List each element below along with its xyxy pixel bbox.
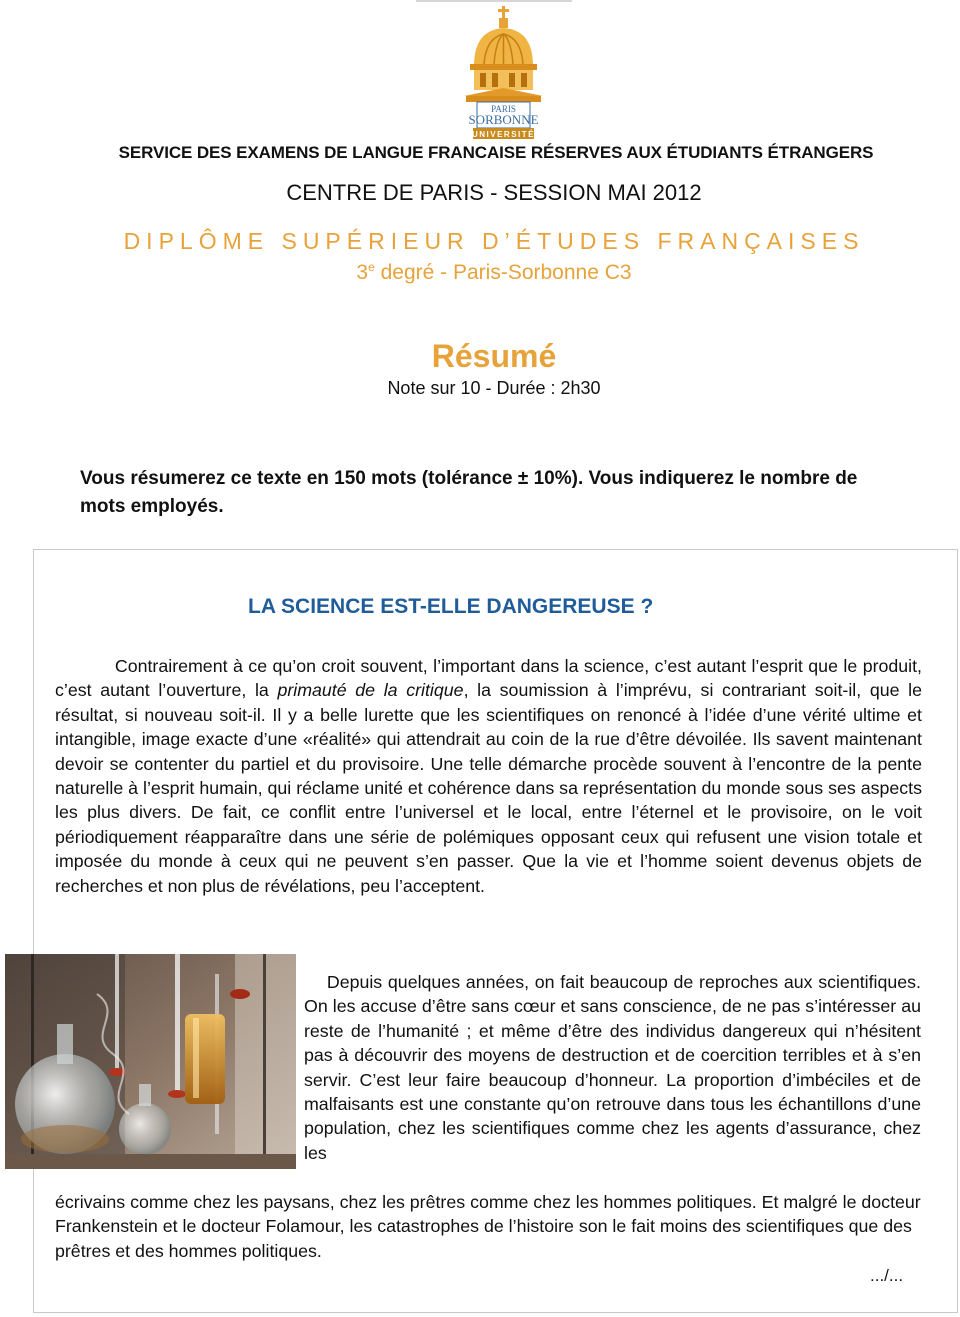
svg-text:SORBONNE: SORBONNE — [468, 112, 539, 127]
paris-sorbonne-logo — [436, 4, 572, 140]
top-edge-bar — [416, 0, 572, 2]
instructions: Vous résumerez ce texte en 150 mots (tolérance ± 10%). Vous indiquerez le nombre de mots employés. — [80, 468, 858, 517]
sorbonne-dome-logo-graphic — [436, 4, 572, 140]
degree-number: 3 — [356, 261, 369, 284]
svg-text:PARIS: PARIS — [491, 104, 516, 114]
paragraph-2-full-width: écrivains comme chez les paysans, chez les prêtres comme chez les hommes politiques. Et malgré le docteur Frankenstein et le docteur Folamour, les catastrophes de l’histoire son le fait moins des scientifiques que des prêtres et des hommes politiques. — [55, 1192, 921, 1261]
degree-superscript: e — [368, 260, 375, 274]
laboratory-glassware-photo — [5, 954, 296, 1169]
svg-text:UNIVERSITÉ: UNIVERSITÉ — [471, 130, 536, 139]
paragraph-1-start: Contrairement à ce qu’on croit souvent, l’important dans la science, c’est autant l’esprit que le produit, c’est autant l’ouverture, la — [55, 656, 922, 701]
grading-note: Note sur 10 - Durée : 2h30 — [387, 378, 601, 398]
diploma-title: DIPLÔME SUPÉRIEUR D’ÉTUDES FRANÇAISES — [123, 228, 865, 254]
centre-session: CENTRE DE PARIS - SESSION MAI 2012 — [286, 180, 702, 205]
paragraph-1-italic: primauté de la critique — [277, 680, 464, 701]
paragraph-1-end: , la soumission à l’imprévu, si contrariant soit-il, que le résultat, si nouveau soit-il. Il y a belle lurette que les scientifiques on renoncé à l’idée d’une vérité ultime et intangible, image exacte d’une «réalité» qui attendrait au coin de la rue d’être dévoilée. Ils savent maintenant devoir se contenter du partiel et du provisoire. Une telle démarche procède souvent à l’encontre de la pente naturelle à l’esprit humain, qui réclame unité et cohérence dans sa représentation du monde sous ses aspects les plus divers. De fait, ce conflit entre l’universel et le local, entre l’éternel et le provisoire, on le voit périodiquement réapparaître dans une série de polémiques opposant ceux qui refusent une vision totale et imposée du monde à ceux qui ne peuvent s’en passer. Que la vie et l’homme soient devenus objets de recherches et non plus de révélations, peu l’acceptent. — [55, 680, 922, 896]
continuation-mark: .../... — [870, 1266, 904, 1285]
degree-line — [0, 260, 960, 285]
exercise-title: Résumé — [431, 338, 557, 374]
text-title: LA SCIENCE EST-ELLE DANGEREUSE ? — [248, 595, 654, 618]
degree-rest: degré - Paris-Sorbonne C3 — [374, 261, 632, 284]
laboratory-glassware-photo-graphic — [5, 954, 296, 1169]
service-heading: SERVICE DES EXAMENS DE LANGUE FRANCAISE RÉSERVES AUX ÉTUDIANTS ÉTRANGERS — [118, 143, 874, 162]
paragraph-2-wrapped: Depuis quelques années, on fait beaucoup de reproches aux scientifiques. On les accuse d’être sans cœur et sans conscience, de ne pas s’intéresser au reste de l’humanité ; et même d’être des individus dangereux qui n’hésitent pas à découvrir des moyens de destruction et de coercition terribles et à s’en servir. C’est leur faire beaucoup d’honneur. La proportion d’imbéciles et de malfaisants est une constante qu’on retrouve dans tous les échantillons d’une population, chez les scientifiques comme chez les agents d’assurance, chez les — [304, 972, 921, 1163]
paragraph-1 — [55, 654, 922, 898]
